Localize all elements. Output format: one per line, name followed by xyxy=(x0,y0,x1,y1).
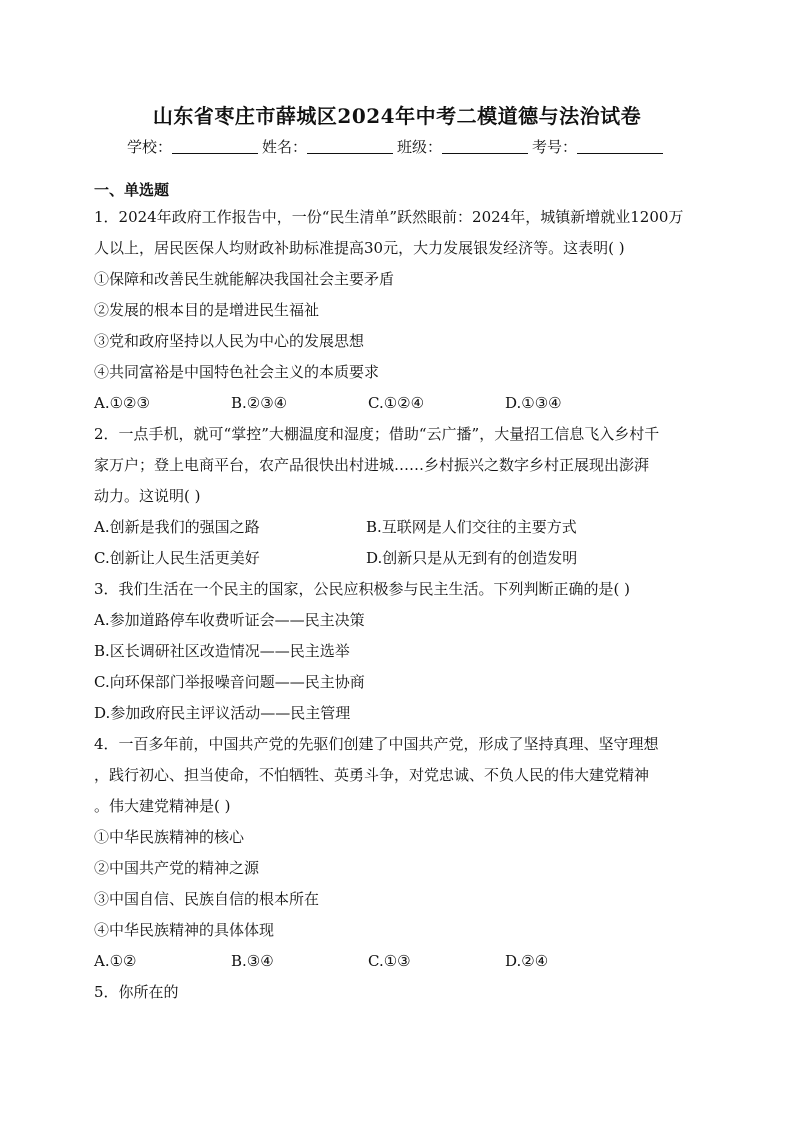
question-4 xyxy=(94,729,702,977)
section-heading: 一、单选题 xyxy=(94,181,170,199)
school-label: 学校： xyxy=(126,138,172,156)
option-a[interactable]: A.创新是我们的强国之路 xyxy=(94,518,260,536)
school-blank[interactable] xyxy=(172,139,258,154)
name-label: 姓名： xyxy=(261,138,307,156)
option-a[interactable]: A.①②③ xyxy=(94,394,150,412)
option-c[interactable]: C.创新让人民生活更美好 xyxy=(94,549,260,567)
statement-item: ③党和政府坚持以人民为中心的发展思想 xyxy=(94,332,365,350)
statement-item: ③中国自信、民族自信的根本所在 xyxy=(94,890,320,908)
name-blank[interactable] xyxy=(307,139,393,154)
question-3 xyxy=(94,574,702,729)
option-d[interactable]: D.①③④ xyxy=(505,394,562,412)
options-row xyxy=(94,946,702,977)
class-blank[interactable] xyxy=(442,139,528,154)
options-row xyxy=(94,512,702,543)
option-d[interactable]: D.②④ xyxy=(505,952,549,970)
option-d[interactable]: D.参加政府民主评议活动——民主管理 xyxy=(94,704,351,722)
option-b[interactable]: B.区长调研社区改造情况——民主选举 xyxy=(94,642,350,660)
statement-item: ①中华民族精神的核心 xyxy=(94,828,245,846)
question-stem-line: 。伟大建党精神是( ) xyxy=(94,797,231,815)
question-5 xyxy=(94,977,702,1008)
option-b[interactable]: B.③④ xyxy=(231,952,274,970)
question-stem-line: 人以上，居民医保人均财政补助标准提高30元，大力发展银发经济等。这表明( ) xyxy=(94,239,625,257)
statement-item: ④中华民族精神的具体体现 xyxy=(94,921,275,939)
question-stem-line: ，践行初心、担当使命，不怕牺牲、英勇斗争，对党忠诚、不负人民的伟大建党精神 xyxy=(94,766,650,784)
option-b[interactable]: B.②③④ xyxy=(231,394,288,412)
student-info-line xyxy=(0,136,794,157)
options-row xyxy=(94,543,702,574)
question-2 xyxy=(94,419,702,574)
exam-no-label: 考号： xyxy=(532,138,578,156)
option-a[interactable]: A.①② xyxy=(94,952,137,970)
option-a[interactable]: A.参加道路停车收费听证会——民主决策 xyxy=(94,611,365,629)
exam-body xyxy=(94,178,702,1008)
question-stem-line: 2．一点手机，就可“掌控”大棚温度和湿度；借助“云广播”，大量招工信息飞入乡村千 xyxy=(94,425,660,443)
question-stem-line: 5．你所在的 xyxy=(94,983,179,1001)
option-b[interactable]: B.互联网是人们交往的主要方式 xyxy=(366,518,577,536)
question-stem-line: 4．一百多年前，中国共产党的先驱们创建了中国共产党，形成了坚持真理、坚守理想 xyxy=(94,735,659,753)
option-c[interactable]: C.①③ xyxy=(368,952,411,970)
question-stem-line: 1．2024年政府工作报告中，一份“民生清单”跃然眼前：2024年，城镇新增就业1200万 xyxy=(94,208,684,226)
statement-item: ①保障和改善民生就能解决我国社会主要矛盾 xyxy=(94,270,395,288)
option-c[interactable]: C.向环保部门举报噪音问题——民主协商 xyxy=(94,673,365,691)
exam-no-blank[interactable] xyxy=(577,139,663,154)
statement-item: ②发展的根本目的是增进民生福祉 xyxy=(94,301,320,319)
question-stem-line: 3．我们生活在一个民主的国家，公民应积极参与民主生活。下列判断正确的是( ) xyxy=(94,580,631,598)
page-title: 山东省枣庄市薛城区2024年中考二模道德与法治试卷 xyxy=(152,104,642,128)
option-c[interactable]: C.①②④ xyxy=(368,394,425,412)
option-d[interactable]: D.创新只是从无到有的创造发明 xyxy=(366,549,578,567)
question-stem-line: 家万户；登上电商平台，农产品很快出村进城……乡村振兴之数字乡村正展现出澎湃 xyxy=(94,456,650,474)
class-label: 班级： xyxy=(397,138,443,156)
question-1 xyxy=(94,202,702,419)
options-row xyxy=(94,388,702,419)
statement-item: ④共同富裕是中国特色社会主义的本质要求 xyxy=(94,363,380,381)
statement-item: ②中国共产党的精神之源 xyxy=(94,859,260,877)
question-stem-line: 动力。这说明( ) xyxy=(94,487,201,505)
